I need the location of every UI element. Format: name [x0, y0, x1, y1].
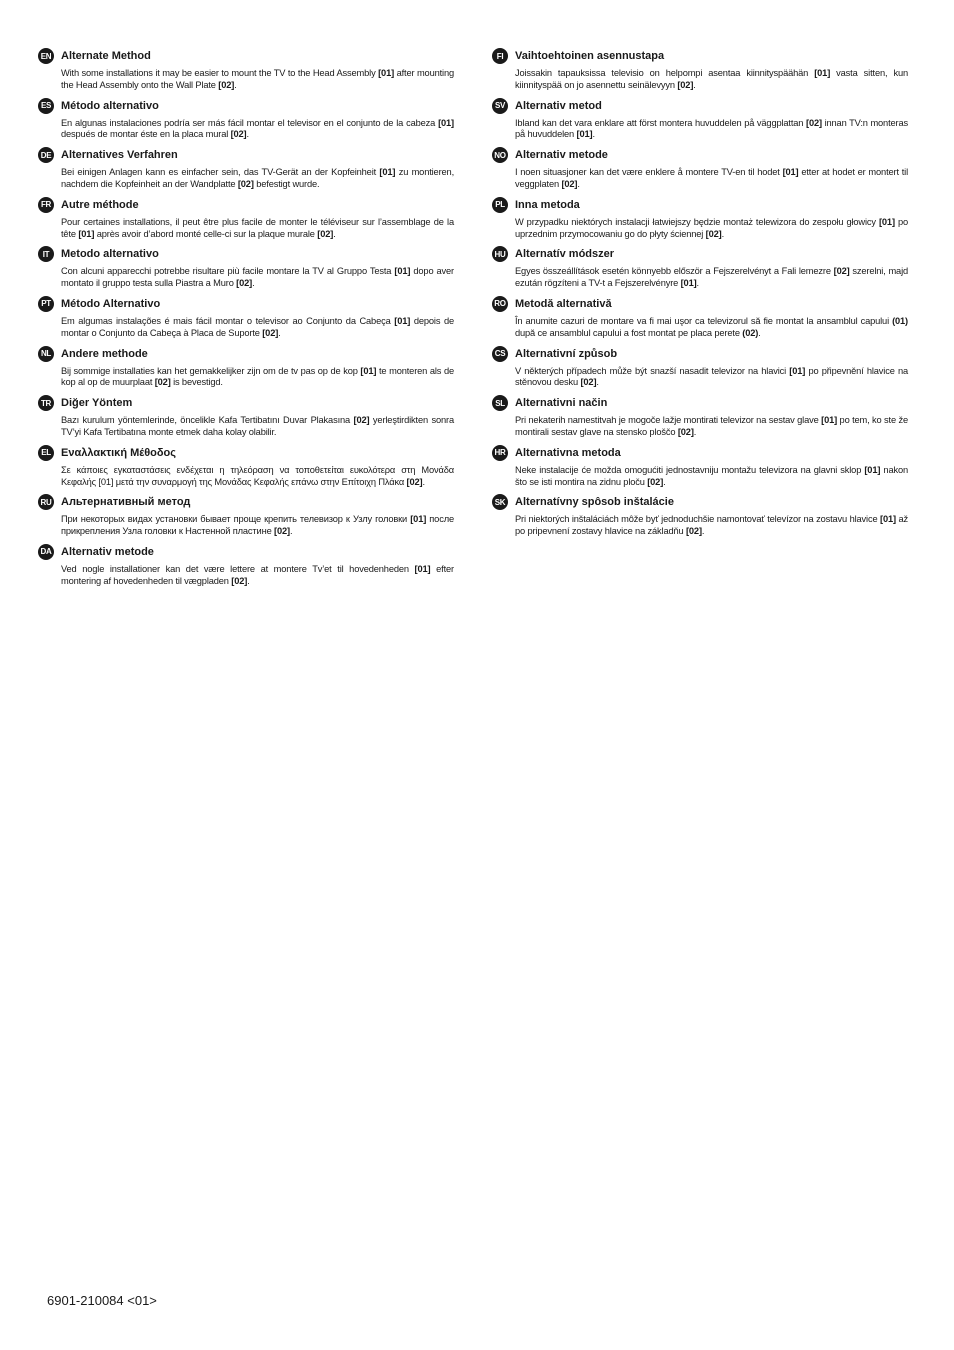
section-el [38, 445, 454, 489]
language-badge: NL [38, 346, 54, 362]
section-header [38, 147, 454, 163]
text-fragment: En algunas instalaciones podría ser más fácil montar el televisor en el conjunto de la cabeza [61, 117, 439, 128]
section-tr [38, 395, 454, 439]
text-fragment: Joissakin tapauksissa televisio on helpompi asentaa kiinnityspäähän [515, 68, 815, 78]
part-reference: [02] [317, 228, 334, 239]
part-reference: [02] [274, 526, 290, 537]
part-reference: [02] [218, 79, 235, 90]
language-badge: FI [492, 48, 508, 64]
section-header [492, 395, 908, 411]
section-title: Alternativ metode [61, 545, 154, 558]
language-badge: RO [492, 296, 508, 312]
part-reference: [02] [647, 476, 664, 487]
part-reference: [02] [230, 129, 247, 140]
section-de [38, 147, 454, 191]
part-reference: [01] [814, 68, 831, 78]
part-reference: [02] [154, 377, 171, 388]
section-header [38, 544, 454, 560]
part-reference: [01] [410, 514, 427, 525]
text-fragment: . [758, 327, 761, 338]
text-fragment: . [596, 377, 599, 388]
section-sv [492, 98, 908, 142]
text-fragment: Pri niektorých inštaláciách môže byť jednoduchšie namontovať televízor na zostavu hlavice [515, 514, 881, 525]
section-header [492, 445, 908, 461]
language-badge: DE [38, 147, 54, 163]
section-text [515, 118, 908, 142]
section-text [515, 167, 908, 191]
section-header [492, 197, 908, 213]
section-title: Alternativ metod [515, 99, 602, 112]
section-title: Inna metoda [515, 198, 580, 211]
section-text [61, 564, 454, 588]
language-badge: SK [492, 494, 508, 510]
text-fragment: Pri nekaterih namestitvah je mogoče lažje montirati televizor na sestav glave [515, 415, 822, 426]
part-reference: [01] [821, 415, 838, 426]
part-reference: [02] [353, 415, 370, 426]
language-badge: EL [38, 445, 54, 461]
text-fragment: szerelni, majd ezután rögzíteni a TV-t a Fejszerelvényre [515, 266, 909, 289]
text-fragment: Bei einigen Anlagen kann es einfacher sein, das TV-Gerät an der Kopfeinheit [61, 167, 380, 178]
text-fragment: después de montar éste en la placa mural [61, 129, 231, 140]
part-reference: [01] [78, 228, 95, 239]
section-header [38, 494, 454, 510]
language-badge: PT [38, 296, 54, 312]
text-fragment: nakon što se isti montira na zidnu ploču [515, 464, 909, 487]
part-reference: [01] [880, 514, 896, 525]
section-text [515, 68, 908, 92]
section-title: Método alternativo [61, 99, 159, 112]
section-text [61, 465, 454, 489]
text-fragment: При некоторых видах установки бывает проще крепить телевизор к Узлу головки [61, 514, 411, 525]
text-fragment: W przypadku niektórych instalacji łatwiejszy będzie montaż telewizora do zespołu głowicy [515, 216, 879, 227]
document-code: 6901-210084 <01> [47, 1293, 157, 1308]
section-title: Vaihtoehtoinen asennustapa [515, 50, 665, 62]
section-text [61, 167, 454, 191]
language-badge: EN [38, 48, 54, 64]
part-reference: (02) [742, 327, 759, 338]
text-fragment: is bevestigd. [170, 377, 223, 388]
section-header [38, 98, 454, 114]
text-fragment: . [247, 575, 250, 586]
section-header [492, 98, 908, 114]
text-fragment: innan TV:n monteras på huvuddelen [515, 117, 909, 140]
section-header [38, 246, 454, 262]
section-pl [492, 197, 908, 241]
section-text [61, 118, 454, 142]
text-fragment: efter montering af hovedenheden til vægpladen [61, 563, 454, 586]
section-text [61, 266, 454, 290]
text-fragment: . [663, 476, 666, 487]
part-reference: [02] [236, 278, 253, 289]
part-reference: [02] [231, 575, 248, 586]
language-badge: SL [492, 395, 508, 411]
part-reference: [01] [680, 278, 697, 289]
part-reference: [01] [782, 167, 799, 178]
text-fragment: Bazı kurulum yöntemlerinde, öncelikle Kafa Tertibatını Duvar Plakasına [61, 415, 354, 426]
text-fragment: . [721, 228, 725, 239]
section-title: Alternate Method [61, 50, 151, 62]
language-badge: HU [492, 246, 508, 262]
part-reference: [02] [406, 476, 423, 487]
part-reference: [02] [705, 228, 722, 239]
section-ru [38, 494, 454, 538]
section-header [38, 395, 454, 411]
section-header [492, 296, 908, 312]
section-header [492, 48, 908, 64]
language-badge: DA [38, 544, 54, 560]
text-fragment: după ce ansamblul capului a fost montat pe placa perete [515, 327, 743, 338]
text-fragment: zu montieren, nachdem die Kopfeinheit an der Wandplatte [61, 167, 454, 189]
left-column [38, 48, 454, 594]
part-reference: [02] [561, 178, 578, 189]
language-badge: IT [38, 246, 54, 262]
section-en [38, 48, 454, 92]
section-sl [492, 395, 908, 439]
part-reference: (01) [892, 315, 908, 326]
text-fragment: Con alcuni apparecchi potrebbe risultare più facile montare la TV al Gruppo Testa [61, 266, 395, 277]
section-sk [492, 494, 908, 538]
text-fragment: after mounting the Head Assembly onto the Wall Plate [61, 68, 454, 90]
part-reference: [01] [360, 365, 377, 376]
language-badge: NO [492, 147, 508, 163]
part-reference: [02] [677, 79, 694, 90]
language-badge: ES [38, 98, 54, 114]
section-pt [38, 296, 454, 340]
text-fragment: . [577, 178, 580, 189]
part-reference: [01] [878, 216, 895, 227]
section-title: Alternativni način [515, 397, 608, 410]
section-title: Andere methode [61, 347, 148, 360]
language-badge: PL [492, 197, 508, 213]
part-reference: [01] [394, 315, 411, 326]
section-text [515, 415, 908, 439]
part-reference: [01] [438, 117, 454, 128]
section-title: Alternatives Verfahren [61, 149, 178, 162]
language-badge: HR [492, 445, 508, 461]
section-text [515, 316, 908, 340]
text-fragment: te monteren als de kop al op de muurplaat [61, 365, 454, 388]
section-text [515, 514, 908, 538]
part-reference: [02] [833, 266, 850, 277]
text-fragment: Pour certaines installations, il peut être plus facile de monter le téléviseur sur l’assemblage de la tête [61, 216, 454, 239]
language-badge: FR [38, 197, 54, 213]
text-fragment: V některých případech může být snazší nasadit televizor na hlavici [515, 365, 790, 376]
text-fragment: . [246, 129, 249, 140]
text-fragment: po uprzednim przymocowaniu go do płyty ściennej [515, 216, 908, 239]
text-fragment: . [333, 228, 336, 239]
part-reference: [01] [394, 266, 411, 277]
section-nl [38, 346, 454, 390]
text-fragment: . [234, 79, 237, 90]
section-title: Alternatívny spôsob inštalácie [515, 496, 674, 509]
section-title: Alternativ metode [515, 149, 608, 162]
language-badge: RU [38, 494, 54, 510]
section-title: Autre méthode [61, 198, 139, 211]
text-fragment: . [422, 476, 425, 487]
section-header [492, 246, 908, 262]
section-no [492, 147, 908, 191]
section-text [61, 366, 454, 390]
text-fragment: . [252, 278, 255, 289]
language-badge: SV [492, 98, 508, 114]
section-text [515, 217, 908, 241]
text-fragment: . [701, 526, 705, 537]
text-fragment: Egyes összeállítások esetén könnyebb először a Fejszerelvényt a Fali lemezre [515, 266, 834, 277]
part-reference: [02] [262, 327, 279, 338]
language-badge: TR [38, 395, 54, 411]
section-header [38, 346, 454, 362]
text-fragment: I noen situasjoner kan det være enklere å montere TV-en til hodet [515, 167, 783, 178]
section-ro [492, 296, 908, 340]
section-cs [492, 346, 908, 390]
section-header [492, 494, 908, 510]
text-fragment: . [693, 79, 696, 90]
section-title: Alternativna metoda [515, 446, 621, 459]
section-hu [492, 246, 908, 290]
section-text [61, 68, 454, 92]
section-text [61, 415, 454, 439]
text-fragment: Ved nogle installationer kan det være lettere at montere Tv’et til hovedenheden [61, 563, 415, 574]
part-reference: [01] [378, 68, 395, 78]
text-fragment: Em algumas instalações é mais fácil montar o televisor ao Conjunto da Cabeça [61, 315, 395, 326]
text-fragment: vasta sitten, kun kiinnityspää on jo asennettu seinälevyyn [515, 68, 908, 90]
right-column [492, 48, 908, 544]
section-fr [38, 197, 454, 241]
section-text [61, 514, 454, 538]
text-fragment: Bij sommige installaties kan het gemakkelijker zijn om de tv pas op de kop [61, 365, 361, 376]
part-reference: [01] [789, 365, 806, 376]
text-fragment: yerleştirdikten sonra TV’yi Kafa Tertibatına monte etmek daha kolay olabilir. [61, 415, 454, 437]
text-fragment: až po pripevnení zostavy hlavice na základňu [515, 514, 908, 537]
section-text [61, 217, 454, 241]
text-fragment: With some installations it may be easier to mount the TV to the Head Assembly [61, 68, 379, 78]
text-fragment: après avoir d’abord monté celle-ci sur la plaque murale [94, 228, 318, 239]
text-fragment: . [278, 327, 281, 338]
section-text [515, 366, 908, 390]
part-reference: [01] [414, 563, 431, 574]
section-header [492, 147, 908, 163]
section-title: Metodo alternativo [61, 248, 159, 261]
text-fragment: . [693, 426, 697, 437]
section-text [61, 316, 454, 340]
text-fragment: . [696, 278, 699, 289]
part-reference: [01] [864, 464, 881, 475]
section-hr [492, 445, 908, 489]
text-fragment: depois de montar o Conjunto da Cabeça à Placa de Suporte [61, 315, 454, 338]
section-title: Diğer Yöntem [61, 397, 133, 410]
section-title: Εναλλακτική Μέθοδος [61, 446, 176, 459]
section-header [492, 346, 908, 362]
text-fragment: În anumite cazuri de montare va fi mai uşor ca televizorul să fie montat la ansamblul capului [515, 315, 893, 326]
section-header [38, 197, 454, 213]
text-fragment: po připevnění hlavice na stěnovou desku [515, 365, 909, 388]
text-fragment: po tem, ko ste že montirali sestav glave na stensko ploščo [515, 415, 908, 437]
text-fragment: Σε κάποιες εγκαταστάσεις ενδέχεται η τηλεόραση να τοποθετείται ευκολότερα στη Μονάδα Κεφαλής [01] μετά την συναρμογή της Μονάδας Κεφαλής επάνω στην Επίτοιχη Πλάκα [61, 464, 454, 487]
section-header [38, 445, 454, 461]
text-fragment: Neke instalacije će možda omogućiti jednostavniju montažu televizora na glavni sklop [515, 464, 865, 475]
section-title: Alternativní způsob [515, 347, 618, 360]
section-da [38, 544, 454, 588]
text-fragment: dopo aver montato il gruppo testa sulla Piastra a Muro [61, 266, 454, 289]
section-title: Método Alternativo [61, 297, 161, 310]
part-reference: [01] [379, 167, 396, 178]
section-title: Альтернативный метод [61, 496, 191, 509]
part-reference: [02] [237, 178, 254, 189]
section-title: Metodă alternativă [515, 297, 612, 310]
section-header [38, 48, 454, 64]
text-fragment: . [592, 129, 595, 140]
part-reference: [02] [685, 526, 702, 537]
section-fi [492, 48, 908, 92]
section-header [38, 296, 454, 312]
part-reference: [02] [580, 377, 597, 388]
section-text [515, 465, 908, 489]
part-reference: [01] [576, 129, 593, 140]
text-fragment: Ibland kan det vara enklare att först montera huvuddelen på väggplattan [515, 117, 806, 128]
text-fragment: etter at hodet er montert til veggplaten [515, 167, 908, 189]
part-reference: [02] [806, 117, 822, 128]
part-reference: [02] [677, 426, 694, 437]
section-title: Alternatív módszer [515, 248, 615, 261]
section-text [515, 266, 908, 290]
text-fragment: . [289, 526, 293, 537]
language-badge: CS [492, 346, 508, 362]
section-it [38, 246, 454, 290]
text-fragment: после прикрепления Узла головки к Настенной пластине [61, 514, 454, 537]
section-es [38, 98, 454, 142]
text-fragment: befestigt wurde. [253, 178, 320, 189]
